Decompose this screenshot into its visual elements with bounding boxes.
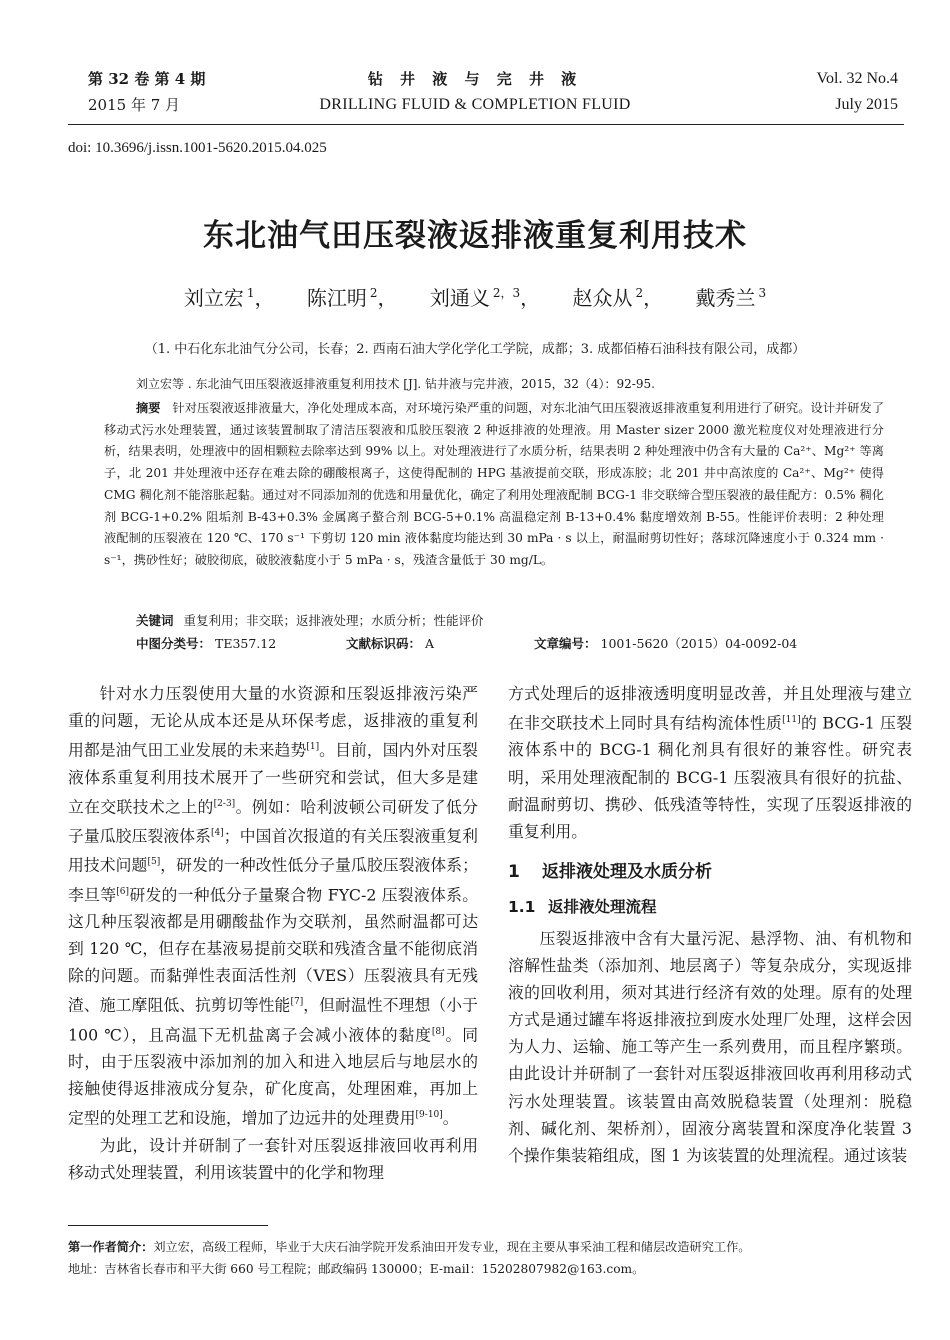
author-5: 戴秀兰 $^3$ (695, 286, 767, 310)
reference-mark[interactable]: [9-10] (415, 1110, 443, 1121)
abstract-label: 摘要 (136, 401, 161, 415)
footnote-rule (68, 1225, 268, 1226)
article-number: 文章编号： 1001-5620（2015）04-0092-04 (534, 636, 798, 651)
reference-mark[interactable]: [2-3] (213, 798, 236, 809)
document-code: 文献标识码： A (346, 636, 435, 651)
citation: 刘立宏等 . 东北油气田压裂液返排液重复利用技术 [J]. 钻井液与完井液，2015，32（4）：92-95. (136, 377, 655, 391)
journal-name-en: DRILLING FLUID & COMPLETION FLUID (319, 96, 631, 113)
reference-mark[interactable]: [8] (431, 1026, 445, 1037)
reference-mark[interactable]: [7] (290, 997, 304, 1008)
keywords (136, 611, 484, 629)
reference-mark[interactable]: [1] (306, 742, 320, 753)
author-list (0, 282, 950, 311)
header-right (817, 66, 899, 118)
author-4: 赵众从 $^2$， (572, 286, 664, 310)
paragraph: 针对水力压裂使用大量的水资源和压裂返排液污染严重的问题，无论从成本还是从环保考虑，返排液的重复利用都是油气田工业发展的未来趋势[1]。目前，国内外对压裂液体系重复利用技术展开了一些研究和尝试，但大多是建立在交联技术之上的[2-3]。例如：哈利波顿公司研发了低分子量瓜胶压裂液体系[4]；中国首次报道的有关压裂液重复利用技术问题[5]，研发的一种改性低分子量瓜胶压裂液体系；李旦等[6]研发的一种低分子量聚合物 FYC-2 压裂液体系。这几种压裂液都是用硼酸盐作为交联剂，虽然耐温都可达到 120 ℃，但存在基液易提前交联和残渣含量不能彻底消除的问题。而黏弹性表面活性剂（VES）压裂液具有无残渣、施工摩阻低、抗剪切等性能[7]，但耐温性不理想（小于 100 ℃），且高温下无机盐离子会减小液体的黏度[8]。同时，由于压裂液中添加剂的加入和进入地层后与地层水的接触使得返排液成分复杂，矿化度高，处理困难，再加上定型的处理工艺和设施，增加了边远井的处理费用[9-10]。 (68, 684, 478, 1128)
body-column-right (508, 680, 912, 1169)
author-3: 刘通义 $^{2,3}$， (429, 286, 541, 310)
abstract-text: 针对压裂液返排液量大，净化处理成本高，对环境污染严重的问题，对东北油气田压裂液返排液重复利用进行了研究。设计并研发了移动式污水处理装置，通过该装置制取了清洁压裂液和瓜胶压裂液 2 种返排液的处理液。用 Master sizer 2000 激光粒度仪对处理液进行分析，结果表明，处理液中的固相颗粒去除率达到 99% 以上。对处理液进行了水质分析，结果表明 2 种处理液中仍含有大量的 Ca²⁺、Mg²⁺ 等离子，北 201 井处理液中还存在难去除的硼酸根离子，这使得配制的 HPG 基液提前交联，形成冻胶；北 201 井中高浓度的 Ca²⁺、Mg²⁺ 使得 CMG 稠化剂不能溶胀起黏。通过对不同添加剂的优选和用量优化，确定了利用处理液配制 BCG-1 非交联缔合型压裂液的最佳配方：0.5% 稠化剂 BCG-1+0.2% 阻垢剂 B-43+0.3% 金属离子螯合剂 BCG-5+0.1% 高温稳定剂 B-13+0.4% 黏度增效剂 B-55。性能评价表明：2 种处理液配制的压裂液在 120 ℃、170 s⁻¹ 下剪切 120 min 液体黏度均能达到 30 mPa · s 以上，耐温耐剪切性好；落球沉降速度小于 0.324 mm · s⁻¹，携砂性好；破胶彻底，破胶液黏度小于 5 mPa · s，残渣含量低于 30 mg/L。 (104, 401, 885, 567)
header-center (0, 66, 950, 118)
reference-mark[interactable]: [4] (211, 828, 224, 838)
author-1: 刘立宏 $^1$， (183, 286, 275, 310)
doi[interactable]: doi: 10.3696/j.issn.1001-5620.2015.04.025 (68, 140, 327, 156)
author-bio: 第一作者简介：刘立宏，高级工程师，毕业于大庆石油学院开发系油田开发专业，现在主要从事采油工程和储层改造研究工作。 (68, 1240, 751, 1254)
header-rule (68, 124, 904, 125)
volume-issue-cn: 第 32 卷 第 4 期 (88, 70, 206, 88)
paper-title: 东北油气田压裂液返排液重复利用技术 (203, 218, 747, 254)
clc-number: 中图分类号： TE357.12 (136, 636, 277, 651)
footnote (68, 1236, 928, 1280)
paragraph: 压裂返排液中含有大量污泥、悬浮物、油、有机物和溶解性盐类（添加剂、地层离子）等复杂成分，实现返排液的回收利用，须对其进行经济有效的处理。原有的处理方式是通过罐车将返排液拉到废水处理厂处理，这样会因为人力、运输、施工等产生一系列费用，而且程序繁琐。由此设计并研制了一套针对压裂返排液回收再利用移动式污水处理装置。该装置由高效脱稳装置（处理剂：脱稳剂、碱化剂、架桥剂），固液分离装置和深度净化装置 3 个操作集装箱组成，图 1 为该装置的处理流程。通过该装 (508, 929, 912, 1165)
date-cn: 2015 年 7 月 (88, 96, 181, 114)
body-column-left (68, 680, 478, 1186)
date-en: July 2015 (835, 96, 898, 113)
author-2: 陈江明 $^2$， (306, 286, 398, 310)
author-address: 地址：吉林省长春市和平大街 660 号工程院；邮政编码 130000；E-mail：15202807982@163.com。 (68, 1262, 645, 1276)
abstract (104, 398, 884, 572)
paragraph: 方式处理后的返排液透明度明显改善，并且处理液与建立在非交联技术上同时具有结构流体性质[11]的 BCG-1 压裂液体系中的 BCG-1 稠化剂具有很好的兼容性。研究表明，采用处理液配制的 BCG-1 压裂液具有很好的抗盐、耐温耐剪切、携砂、低残渣等特性，实现了压裂返排液的重复利用。 (508, 684, 912, 841)
volume-issue-en: Vol. 32 No.4 (816, 70, 898, 87)
reference-mark[interactable]: [6] (116, 886, 130, 897)
reference-mark[interactable]: [5] (147, 857, 161, 868)
reference-mark[interactable]: [11] (782, 715, 801, 726)
journal-name-cn: 钻 井 液 与 完 井 液 (367, 70, 583, 88)
affiliations: （1. 中石化东北油气分公司，长春；2. 西南石油大学化学化工学院，成都；3. 成都佰椿石油科技有限公司，成都） (144, 342, 806, 357)
keywords-label: 关键词 (136, 613, 174, 628)
section-heading: 1 返排液处理及水质分析 (508, 861, 712, 882)
keywords-text: 重复利用；非交联；返排液处理；水质分析；性能评价 (183, 613, 484, 628)
paragraph: 为此，设计并研制了一套针对压裂返排液回收再利用移动式处理装置，利用该装置中的化学和物理 (68, 1135, 478, 1182)
subsection-heading: 1.1 返排液处理流程 (508, 897, 657, 916)
